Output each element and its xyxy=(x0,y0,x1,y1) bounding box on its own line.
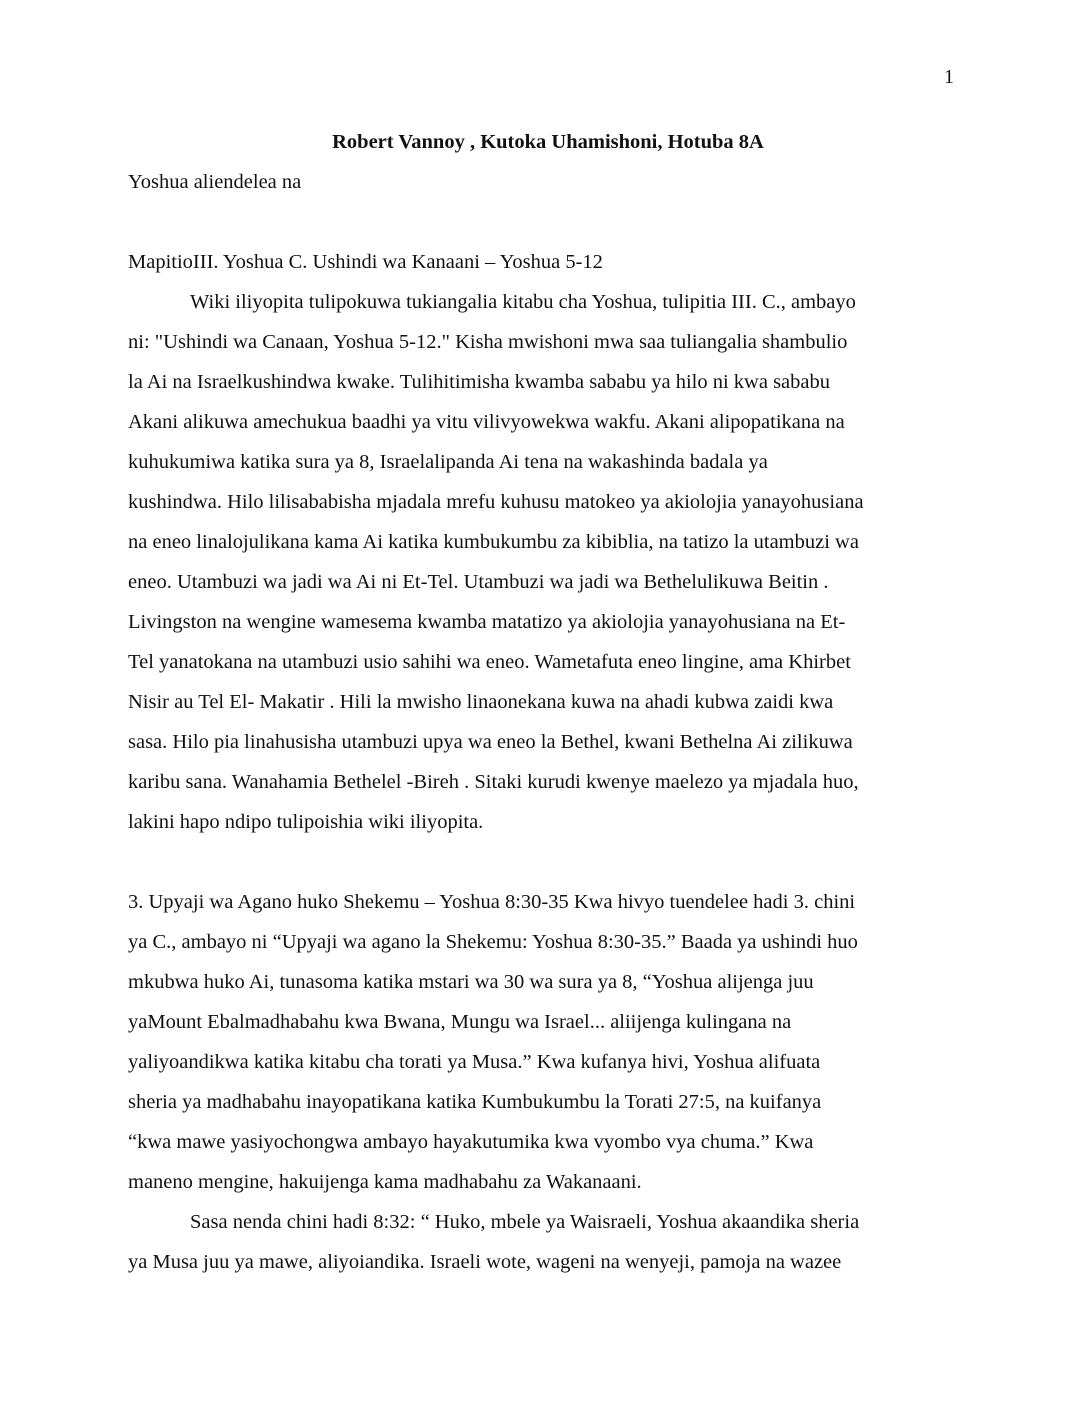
text-line: ni: "Ushindi wa Canaan, Yoshua 5-12." Kisha mwishoni mwa saa tuliangalia shambulio xyxy=(128,331,848,353)
text-line: eneo. Utambuzi wa jadi wa Ai ni Et-Tel. Utambuzi wa jadi wa Bethelulikuwa Beitin . xyxy=(128,571,829,593)
text-line: maneno mengine, hakuijenga kama madhabahu za Wakanaani. xyxy=(128,1171,642,1193)
document-title: Robert Vannoy , Kutoka Uhamishoni, Hotuba 8A xyxy=(332,131,764,153)
text-line: ya C., ambayo ni “Upyaji wa agano la Shekemu: Yoshua 8:30-35.” Baada ya ushindi huo xyxy=(128,931,858,953)
blank-line xyxy=(128,202,968,242)
text-line: Livingston na wengine wamesema kwamba matatizo ya akiolojia yanayohusiana na Et- xyxy=(128,611,846,633)
text-line: karibu sana. Wanahamia Bethelel -Bireh . Sitaki kurudi kwenye maelezo ya mjadala huo, xyxy=(128,771,859,793)
text-line: Nisir au Tel El- Makatir . Hili la mwisho linaonekana kuwa na ahadi kubwa zaidi kwa xyxy=(128,691,834,713)
page-number: 1 xyxy=(944,66,954,88)
text-line: Sasa nenda chini hadi 8:32: “ Huko, mbele ya Waisraeli, Yoshua akaandika sheria xyxy=(190,1211,860,1233)
text-line: yaliyoandikwa katika kitabu cha torati ya Musa.” Kwa kufanya hivi, Yoshua alifuata xyxy=(128,1051,821,1073)
text-line: “kwa mawe yasiyochongwa ambayo hayakutumika kwa vyombo vya chuma.” Kwa xyxy=(128,1131,814,1153)
text-line: na eneo linalojulikana kama Ai katika kumbukumbu za kibiblia, na tatizo la utambuzi wa xyxy=(128,531,859,553)
text-line: ya Musa juu ya mawe, aliyoiandika. Israeli wote, wageni na wenyeji, pamoja na wazee xyxy=(128,1251,842,1273)
blank-line xyxy=(128,842,968,882)
text-line: lakini hapo ndipo tulipoishia wiki iliyopita. xyxy=(128,811,484,833)
text-line: kuhukumiwa katika sura ya 8, Israelalipanda Ai tena na wakashinda badala ya xyxy=(128,451,768,473)
text-line: sheria ya madhabahu inayopatikana katika Kumbukumbu la Torati 27:5, na kuifanya xyxy=(128,1091,822,1113)
text-line: Akani alikuwa amechukua baadhi ya vitu vilivyowekwa wakfu. Akani alipopatikana na xyxy=(128,411,845,433)
text-line: yaMount Ebalmadhabahu kwa Bwana, Mungu wa Israel... aliijenga kulingana na xyxy=(128,1011,792,1033)
document-body xyxy=(128,122,968,1282)
text-line: mkubwa huko Ai, tunasoma katika mstari wa 30 wa sura ya 8, “Yoshua alijenga juu xyxy=(128,971,814,993)
text-line: Yoshua aliendelea na xyxy=(128,171,302,193)
text-line: MapitioIII. Yoshua C. Ushindi wa Kanaani – Yoshua 5-12 xyxy=(128,251,603,273)
text-line: la Ai na Israelkushindwa kwake. Tulihitimisha kwamba sababu ya hilo ni kwa sababu xyxy=(128,371,831,393)
text-line: kushindwa. Hilo lilisababisha mjadala mrefu kuhusu matokeo ya akiolojia yanayohusiana xyxy=(128,491,864,513)
text-line: sasa. Hilo pia linahusisha utambuzi upya wa eneo la Bethel, kwani Bethelna Ai zilikuwa xyxy=(128,731,853,753)
text-line: Wiki iliyopita tulipokuwa tukiangalia kitabu cha Yoshua, tulipitia III. C., ambayo xyxy=(190,291,856,313)
text-line: 3. Upyaji wa Agano huko Shekemu – Yoshua 8:30-35 Kwa hivyo tuendelee hadi 3. chini xyxy=(128,891,856,913)
text-line: Tel yanatokana na utambuzi usio sahihi wa eneo. Wametafuta eneo lingine, ama Khirbet xyxy=(128,651,851,673)
